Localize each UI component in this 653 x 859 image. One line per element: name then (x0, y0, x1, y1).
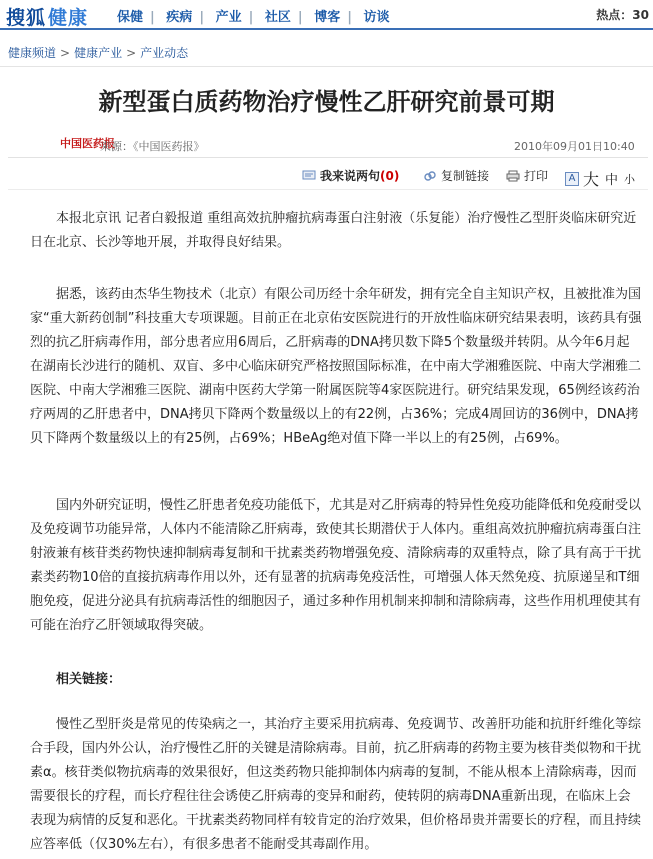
printer-icon (506, 170, 520, 182)
print-button[interactable] (506, 167, 548, 184)
font-large-button[interactable]: 大 (583, 170, 600, 189)
brand-main: 搜狐 (6, 7, 47, 29)
comment-button[interactable] (302, 167, 399, 184)
publisher-logo: 中国医药报 (60, 137, 115, 150)
breadcrumb-item-news[interactable]: 产业动态 (140, 46, 189, 60)
divider (8, 189, 648, 190)
site-header (0, 0, 653, 30)
font-size-controls (565, 167, 635, 190)
article-paragraph: 国内外研究证明，慢性乙肝患者免疫功能低下，尤其是对乙肝病毒的特异性免疫功能降低和免疫耐受以及免疫调节功能异常，人体内不能清除乙肝病毒，致使其长期潜伏于人体内。重组高效抗肿瘤抗病毒蛋白注射液兼有核苷类药物快速抑制病毒复制和干扰素类药物增强免疫、清除病毒的双重特点，除了具有高于干扰素类药物10倍的直接抗病毒作用以外，还有显著的抗病毒免疫活性，可增强人体天然免疫、抗原递呈和T细胞免疫，促进分泌具有抗病毒活性的细胞因子，通过多种作用机制来抑制和清除病毒，这些作用机理使其有可能在治疗乙肝领域取得突破。 (30, 498, 642, 633)
breadcrumb-separator: > (60, 46, 71, 60)
related-links-heading: 相关链接： (56, 672, 122, 687)
breadcrumb-separator: > (126, 46, 137, 60)
hot-topics-label[interactable]: 热点：30 (596, 8, 649, 22)
copy-link-label: 复制链接 (441, 169, 490, 183)
divider (8, 157, 648, 158)
article-toolbar (0, 165, 653, 189)
nav-item-baojian[interactable]: 保健 (117, 10, 144, 25)
article-paragraph: 据悉，该药由杰华生物技术（北京）有限公司历经十余年研发，拥有完全自主知识产权，且被批准为国家“重大新药创制”科技重大专项课题。目前正在北京佑安医院进行的开放性临床研究结果表明，该药具有强烈的抗乙肝病毒作用，部分患者应用6周后，乙肝病毒的DNA拷贝数下降5个数量级并转阴。从今年6月起在湖南长沙进行的随机、双盲、多中心临床研究严格按照国际标准，在中南大学湘雅医院、中南大学湘雅二医院、中南大学湘雅三医院、湖南中医药大学第一附属医院等4家医院进行。研究结果发现，65例经该药治疗两周的乙肝患者中，DNA拷贝下降两个数量级以上的有22例，占36%；完成4周回访的36例中，DNA拷贝下降两个数量级以上的有25例，占69%；HBeAg绝对值下降一半以上的有25例，占69%。 (30, 287, 642, 446)
comment-label: 我来说两句 (320, 169, 381, 183)
copy-link-button[interactable] (423, 167, 489, 184)
breadcrumb (8, 44, 188, 61)
site-logo[interactable] (6, 3, 88, 30)
nav-item-boke[interactable]: 博客 (314, 10, 341, 25)
link-icon (423, 170, 437, 182)
print-label: 打印 (524, 169, 549, 183)
article-title: 新型蛋白质药物治疗慢性乙肝研究前景可期 (98, 87, 555, 116)
comment-icon (302, 170, 316, 182)
nav-item-fangtan[interactable]: 访谈 (363, 10, 390, 25)
font-size-icon: A (565, 172, 579, 186)
comment-count: (0) (380, 168, 400, 183)
breadcrumb-item-industry[interactable]: 健康产业 (74, 46, 123, 60)
font-small-button[interactable]: 小 (624, 172, 636, 186)
brand-sub: 健康 (48, 7, 89, 29)
divider (0, 66, 653, 67)
nav-item-shequ[interactable]: 社区 (264, 10, 291, 25)
channel-nav: 保健 | 疾病 | 产业 | 社区 | 博客 | 访谈 (117, 10, 390, 25)
article-paragraph: 本报北京讯 记者白毅报道 重组高效抗肿瘤抗病毒蛋白注射液（乐复能）治疗慢性乙型肝炎临床研究近日在北京、长沙等地开展，并取得良好结果。 (30, 211, 637, 250)
nav-item-jibing[interactable]: 疾病 (166, 10, 193, 25)
font-medium-button[interactable]: 中 (605, 173, 619, 188)
article-datetime: 2010年09月01日10:40 (514, 140, 635, 153)
article-paragraph: 慢性乙型肝炎是常见的传染病之一，其治疗主要采用抗病毒、免疫调节、改善肝功能和抗肝纤维化等综合手段，国内外公认，治疗慢性乙肝的关键是清除病毒。目前，抗乙肝病毒的药物主要为核苷类似物和干扰素α。核苷类似物抗病毒的效果很好，但这类药物只能抑制体内病毒的复制，不能从根本上清除病毒，因而需要很长的疗程，而长疗程往往会诱使乙肝病毒的变异和耐药，使转阴的病毒DNA重新出现，在临床上会表现为病情的反复和恶化。干扰素类药物同样有较肯定的治疗效果，但价格昂贵并需要长的疗程，而且持续应答率低（仅30%左右），有很多患者不能耐受其毒副作用。 (30, 717, 642, 852)
breadcrumb-item-health[interactable]: 健康频道 (8, 46, 57, 60)
article-source: 来源：《中国医药报》 (100, 140, 205, 153)
nav-item-chanye[interactable]: 产业 (215, 10, 242, 25)
